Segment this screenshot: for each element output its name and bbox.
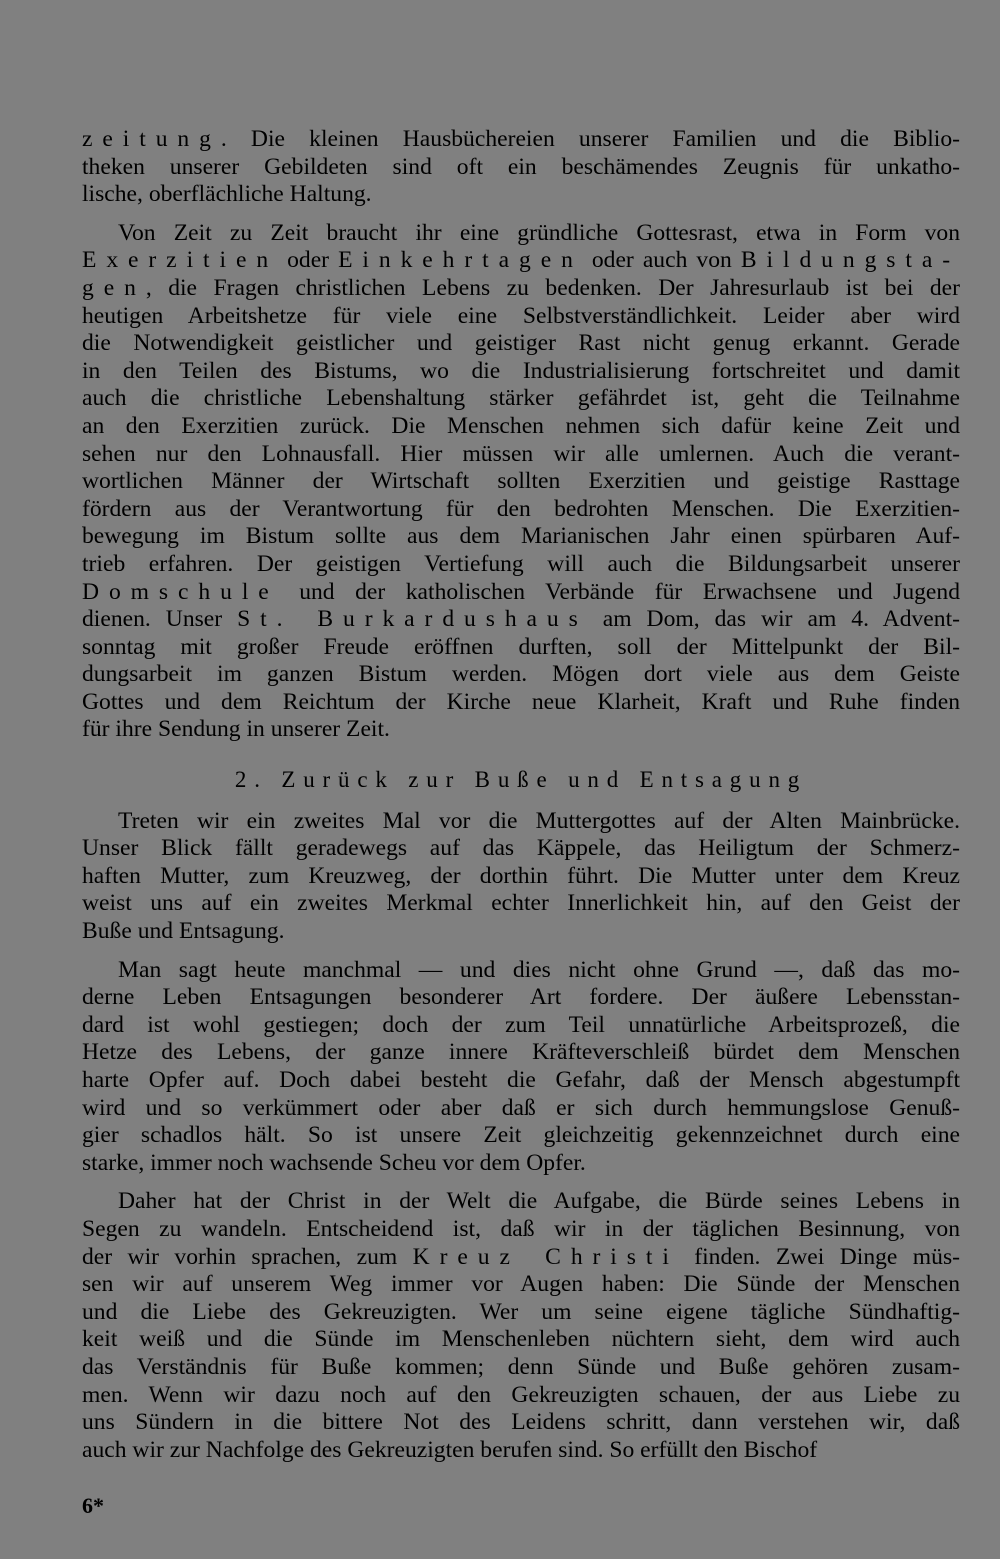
text-span: Treten wir ein zweites Mal vor die Muttergottes auf der Alten Mainbrücke. [118, 807, 960, 834]
text-line [82, 1244, 960, 1272]
text-span: bewegung im Bistum sollte aus dem Marianischen Jahr einen spürbaren Auf- [82, 523, 960, 550]
text-line [82, 1095, 960, 1123]
text-span: für ihre Sendung in unserer Zeit. [82, 716, 390, 743]
text-span: theken unserer Gebildeten sind oft ein beschämendes Zeugnis für unkatho- [82, 153, 960, 180]
text-span: Daher hat der Christ in der Welt die Aufgabe, die Bürde seines Lebens in [118, 1188, 960, 1215]
text-span: starke, immer noch wachsende Scheu vor dem Opfer. [82, 1149, 586, 1176]
text-line [82, 1299, 960, 1327]
page-number: 6* [82, 1493, 104, 1518]
text-span: auch wir zur Nachfolge des Gekreuzigten berufen sind. So erfüllt den Bischof [82, 1436, 818, 1463]
text-line [82, 523, 960, 551]
text-span: sen wir auf unserem Weg immer vor Augen haben: Die Sünde der Menschen [82, 1271, 960, 1298]
text-span: men. Wenn wir dazu noch auf den Gekreuzigten schauen, der aus Liebe zu [82, 1381, 960, 1408]
text-span: uns Sündern in die bittere Not des Leidens schritt, dann verstehen wir, daß [82, 1409, 960, 1436]
text-span: harte Opfer auf. Doch dabei besteht die Gefahr, daß der Mensch abgestumpft [82, 1067, 960, 1093]
text-span: Gottes und dem Reichtum der Kirche neue Klarheit, Kraft und Ruhe finden [82, 688, 960, 715]
page-body [82, 126, 960, 1464]
paragraph [82, 126, 960, 209]
text-line [82, 468, 960, 496]
text-line [82, 661, 960, 689]
text-span: in den Teilen des Bistums, wo die Industrialisierung fortschreitet und damit [82, 357, 960, 384]
text-line [82, 496, 960, 524]
text-line [82, 358, 960, 386]
spaced-emphasis: Kreuz Christi [412, 1243, 679, 1270]
text-block-intro [82, 126, 960, 744]
text-line [82, 689, 960, 717]
text-line [82, 551, 960, 579]
section-heading: 2. Zurück zur Buße und Entsagung [234, 767, 808, 793]
text-line [82, 579, 960, 607]
text-span: dienen. Unser [82, 606, 238, 633]
text-line [82, 247, 960, 275]
text-line [82, 716, 960, 744]
spaced-emphasis: zeitung [82, 126, 221, 152]
spaced-emphasis: Exerzitien [82, 247, 279, 274]
text-line [82, 863, 960, 891]
text-span: oder [278, 247, 339, 274]
text-span: fördern aus der Verantwortung für den bedrohten Menschen. Die Exerzitien- [82, 495, 960, 522]
text-span: . Die kleinen Hausbüchereien unserer Familien und die Biblio- [220, 126, 960, 152]
text-line [82, 634, 960, 662]
text-span: auch die christliche Lebenshaltung stärker gefährdet ist, geht die Teilnahme [82, 385, 960, 412]
text-line [82, 835, 960, 863]
text-line [82, 984, 960, 1012]
text-line [82, 1039, 960, 1067]
text-line [82, 385, 960, 413]
text-span: wortlichen Männer der Wirtschaft sollten Exerzitien und geistige Rasttage [82, 468, 960, 495]
text-span: weist uns auf ein zweites Merkmal echter Innerlichkeit hin, auf den Geist der [82, 890, 960, 917]
text-line [82, 1271, 960, 1299]
text-span: keit weiß und die Sünde im Menschenleben nüchtern sieht, dem wird auch [82, 1326, 960, 1353]
text-line [82, 1188, 960, 1216]
text-line [82, 606, 960, 634]
text-span: am Dom, das wir am 4. Advent- [587, 606, 960, 633]
text-span: derne Leben Entsagungen besonderer Art fordere. Der äußere Lebensstan- [82, 984, 960, 1011]
text-span: Hetze des Lebens, der ganze innere Kräfteverschleiß bürdet dem Menschen [82, 1039, 960, 1066]
paragraph [82, 1188, 960, 1464]
text-span: und die Liebe des Gekreuzigten. Wer um seine eigene tägliche Sündhaftig- [82, 1298, 960, 1325]
text-span: das Verständnis für Buße kommen; denn Sünde und Buße gehören zusam- [82, 1353, 960, 1380]
text-span: Man sagt heute manchmal — und dies nicht ohne Grund —, daß das mo- [118, 956, 960, 983]
paragraph-gap [82, 209, 960, 220]
text-span: finden. Zwei Dinge müs- [678, 1243, 960, 1270]
spaced-emphasis: gen [82, 274, 146, 301]
text-span: dungsarbeit im ganzen Bistum werden. Mögen dort viele aus dem Geiste [82, 661, 960, 688]
text-line [82, 1150, 960, 1178]
text-line [82, 1382, 960, 1410]
text-span: die Notwendigkeit geistlicher und geistiger Rast nicht genug erkannt. Gerade [82, 330, 960, 357]
text-line [82, 1354, 960, 1382]
text-line [82, 1326, 960, 1354]
text-span: dard ist wohl gestiegen; doch der zum Teil unnatürliche Arbeitsprozeß, die [82, 1011, 960, 1038]
text-line [82, 1409, 960, 1437]
text-span: heutigen Arbeitshetze für viele eine Selbstverständlichkeit. Leider aber wird [82, 302, 960, 329]
text-line [82, 918, 960, 946]
text-line [82, 1437, 960, 1465]
paragraph-gap [82, 946, 960, 957]
text-line [82, 275, 960, 303]
text-line [82, 154, 960, 182]
text-span: gier schadlos hält. So ist unsere Zeit gleichzeitig gekennzeichnet durch eine [82, 1122, 960, 1149]
text-span: Buße und Entsagung. [82, 918, 285, 945]
text-line [82, 413, 960, 441]
text-line [82, 1122, 960, 1150]
text-span: sonntag mit großer Freude eröffnen durften, soll der Mittelpunkt der Bil- [82, 633, 960, 660]
text-line [82, 303, 960, 331]
text-span: an den Exerzitien zurück. Die Menschen nehmen sich dafür keine Zeit und [82, 412, 960, 439]
text-span: Von Zeit zu Zeit braucht ihr eine gründliche Gottesrast, etwa in Form von [118, 219, 960, 246]
paragraph [82, 957, 960, 1178]
text-line [82, 181, 960, 209]
text-span: Unser Blick fällt geradewegs auf das Käppele, das Heiligtum der Schmerz- [82, 835, 960, 862]
text-line [82, 220, 960, 248]
text-line [82, 957, 960, 985]
text-line [82, 441, 960, 469]
text-span: haften Mutter, zum Kreuzweg, der dorthin führt. Die Mutter unter dem Kreuz [82, 862, 960, 889]
text-line [82, 1216, 960, 1244]
spaced-emphasis: Domschule [82, 578, 279, 605]
paragraph-gap [82, 1177, 960, 1188]
text-span: , die Fragen christlichen Lebens zu bedenken. Der Jahresurlaub ist bei der [145, 274, 960, 301]
paragraph [82, 220, 960, 744]
text-span: Segen zu wandeln. Entscheidend ist, daß wir in der täglichen Besinnung, von [82, 1215, 960, 1242]
text-block-section-2 [82, 808, 960, 1465]
spaced-emphasis: Bildungsta- [740, 247, 960, 274]
text-line [82, 890, 960, 918]
spaced-emphasis: Einkehrtagen [338, 247, 583, 274]
text-span: lische, oberflächliche Haltung. [82, 181, 372, 208]
text-line [82, 1067, 960, 1095]
text-line [82, 126, 960, 154]
text-span: sehen nur den Lohnausfall. Hier müssen wir alle umlernen. Auch die verant- [82, 440, 960, 467]
spaced-emphasis: St. Burkardushaus [237, 606, 588, 633]
paragraph [82, 808, 960, 946]
text-line [82, 808, 960, 836]
text-line [82, 1012, 960, 1040]
text-span: wird und so verkümmert oder aber daß er sich durch hemmungslose Genuß- [82, 1094, 960, 1121]
text-span: oder auch von [582, 247, 741, 274]
text-span: und der katholischen Verbände für Erwachsene und Jugend [278, 578, 960, 605]
text-line [82, 330, 960, 358]
text-span: trieb erfahren. Der geistigen Vertiefung will auch die Bildungsarbeit unserer [82, 550, 960, 577]
text-span: der wir vorhin sprachen, zum [82, 1243, 413, 1270]
